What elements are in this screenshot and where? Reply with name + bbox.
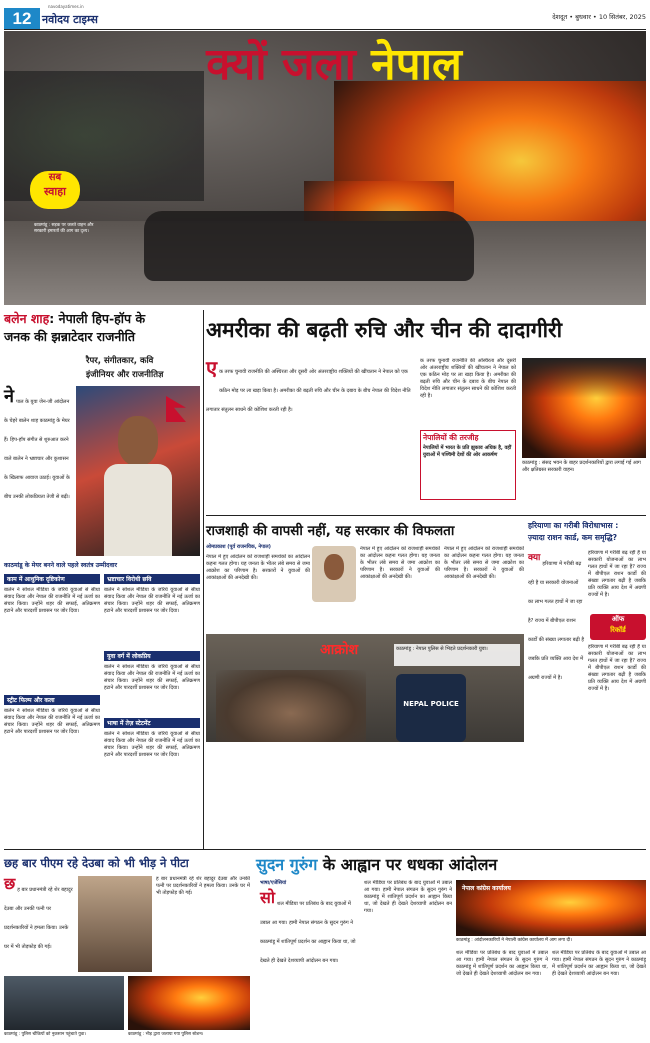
- deuba-drop-cap: छ: [4, 874, 16, 893]
- author-face: [324, 554, 344, 580]
- balen-title: [4, 310, 200, 350]
- sudan-body-col4: शल मीडिया पर प्रतिबंध के बाद युवाओं में उबाल आ गया। हामी नेपाल संगठन के सुदन गुरुंग ने काठमांडू में शांतिपूर्ण प्रदर्शन का आह्वान किया था, जो देखते ही देखते देशव्यापी आंदोलन बन गया।: [552, 950, 646, 977]
- balen-drop-cap: ने: [4, 386, 14, 407]
- site-small: navodayatimes.in: [48, 4, 84, 9]
- balen-subhead1: काम में आधुनिक दृष्टिकोण: [4, 574, 100, 584]
- balen-name: बलेन शाह: [4, 311, 50, 326]
- china-drop-cap: ए: [206, 356, 218, 380]
- page-header: [0, 0, 650, 30]
- deuba-section: [4, 852, 250, 1040]
- monarchy-body1: नेपाल में हुए आंदोलन को राजशाही समर्थकों का आंदोलन कहना गलत होगा। यह जनता के भीतर लंबे समय से जमा आक्रोश का परिणाम है। सरकारों ने युवाओं की आकांक्षाओं की अनदेखी की।: [206, 554, 310, 581]
- sudan-drop-cap: सो: [260, 888, 275, 907]
- china-photo: [522, 358, 646, 458]
- deuba-text: [4, 876, 74, 972]
- badge-line2: स्वाहा: [44, 185, 66, 198]
- haryana-drop-cap: क्या: [528, 553, 541, 563]
- protest-caption-box: [394, 644, 520, 666]
- haryana-body-col2: हरियाणा में गरीबी बढ़ रही है या सरकारी योजनाओं का लाभ गलत हाथों में जा रहा है? राज्य में बीपीएल राशन कार्डों की संख्या लगातार बढ़ी है जबकि प्रति व्यक्ति आय देश में अग्रणी राज्यों में है।: [588, 550, 646, 598]
- balen-tagline1: रैपर, संगीतकार, कवि: [86, 356, 154, 366]
- china-headline: अमरीका की बढ़ती रुचि और चीन की दादागीरी: [206, 318, 563, 342]
- divider-h1: [206, 515, 646, 516]
- china-photo-caption: काठमांडू : संसद भवन के बाहर प्रदर्शनकारियों द्वारा लगाई गई आग और क्षतिग्रस्त सरकारी वाहन।: [522, 460, 641, 473]
- china-box: [420, 430, 516, 500]
- sudan-byline: भाषा/एजेंसियां: [260, 880, 287, 886]
- haryana-headline: [528, 520, 646, 548]
- haryana-body-col3: हरियाणा में गरीबी बढ़ रही है या सरकारी योजनाओं का लाभ गलत हाथों में जा रहा है? राज्य में बीपीएल राशन कार्डों की संख्या लगातार बढ़ी है जबकि प्रति व्यक्ति आय देश में अग्रणी राज्यों में है।: [588, 644, 646, 692]
- china-body-col2: क तरफ चुनावी राजनीति की अस्थिरता और दूसरी ओर अंतरराष्ट्रीय शक्तियों की खींचतान ने नेपाल को एक कठिन मोड़ पर ला खड़ा किया है। अमरीका की बढ़ती रुचि और चीन के दबाव के बीच नेपाल की विदेश नीति लगातार संतुलन साधने की कोशिश करती रही है।: [420, 358, 516, 399]
- deuba-bottom-photo-right: [128, 976, 250, 1030]
- haryana-section: [528, 520, 646, 742]
- balen-tagline: [86, 354, 200, 384]
- headline-part1: क्यों जला: [206, 39, 372, 90]
- china-box-title: नेपालियों की तरजीह: [423, 433, 479, 442]
- deuba-caption-right: काठमांडू : भीड़ द्वारा जलाया गया पुलिस स्टेशन।: [128, 1032, 204, 1037]
- police-text: NEPAL POLICE: [403, 700, 459, 708]
- sudan-photo: [456, 880, 646, 936]
- lead-badge: [30, 171, 80, 209]
- header-rule: [4, 29, 646, 30]
- china-text: [206, 358, 416, 508]
- protesters: [216, 670, 366, 742]
- balen-title-line2: जनक की झन्नाटेदार राजनीति: [4, 329, 135, 344]
- lead-photo: [4, 31, 646, 305]
- balen-subhead5: भाषा में तेज़ स्टेटमेंट: [104, 718, 200, 728]
- balen-col1: [4, 574, 100, 850]
- deuba-headline: छह बार पीएम रहे देउबा को भी भीड़ ने पीटा: [4, 856, 189, 870]
- divider-h2: [4, 849, 646, 850]
- balen-body2: बालेन ने सोशल मीडिया के जरिये युवाओं से सीधा संवाद किया और नेपाल की राजनीति में नई ऊर्जा का संचार किया। उन्होंने शहर की सफाई, अतिक्रमण हटाने और पारदर्शी प्रशासन पर जोर दिया।: [104, 587, 200, 614]
- balen-subhead3: स्ट्रीट फिल्म और कला: [4, 695, 100, 705]
- deuba-photo: [78, 876, 152, 972]
- page-number: [4, 8, 40, 30]
- balen-face: [118, 416, 158, 466]
- haryana-text: [528, 550, 584, 742]
- off-record-line1: ऑफ: [611, 615, 625, 623]
- balen-body4: बालेन ने सोशल मीडिया के जरिये युवाओं से सीधा संवाद किया और नेपाल की राजनीति में नई ऊर्जा का संचार किया। उन्होंने शहर की सफाई, अतिक्रमण हटाने और पारदर्शी प्रशासन पर जोर दिया।: [104, 664, 200, 691]
- police-shield: [396, 674, 466, 742]
- balen-photo-caption: काठमांडू के मेयर बनने वाले पहले स्वतंत्र उम्मीदवार: [4, 562, 118, 569]
- monarchy-section: [206, 520, 524, 742]
- off-record-badge: [590, 614, 646, 640]
- balen-tagline2: इंजीनियर और राजनीतिज्ञ: [86, 370, 164, 380]
- balen-intro: [4, 388, 74, 528]
- sudan-headline-rest: के आह्वान पर धधका आंदोलन: [317, 855, 498, 874]
- balen-section: [4, 310, 200, 850]
- divider-vertical: [203, 310, 204, 850]
- balen-title-rest: : नेपाली हिप-हॉप के: [49, 311, 146, 326]
- deuba-body: ह बार प्रधानमंत्री रहे शेर बहादुर देउबा और उनकी पत्नी पर प्रदर्शनकारियों ने हमला किया। उनके घर में भी तोड़फोड़ की गई।: [4, 887, 73, 950]
- headline-part2: नेपाल: [371, 39, 462, 90]
- china-box-sub: नेपालियों में भारत के प्रति झुकाव अधिक है, वहीं युवाओं में पश्चिमी देशों की ओर आकर्षण: [423, 445, 512, 458]
- balen-subhead2: भ्रष्टाचार विरोधी छवि: [104, 574, 200, 584]
- balen-body: [104, 464, 172, 556]
- balen-intro-text: पाल के युवा जेन-जी आंदोलन के चेहरे बालेन शाह काठमांडू के मेयर हैं। हिप-हॉप संगीत से शुरुआत करने वाले बालेन ने भ्रष्टाचार और कुशासन के खिलाफ आवाज उठाई। युवाओं के बीच उनकी लोकप्रियता तेजी से बढ़ी।: [4, 399, 70, 500]
- haryana-body: हरियाणा में गरीबी बढ़ रही है या सरकारी योजनाओं का लाभ गलत हाथों में जा रहा है? राज्य में बीपीएल राशन कार्डों की संख्या लगातार बढ़ी है जबकि प्रति व्यक्ति आय देश में अग्रणी राज्यों में है।: [528, 561, 584, 681]
- sudan-photo-label: नेपाल कांग्रेस कार्यालय: [462, 885, 511, 892]
- monarchy-byline: ओमप्रकाश (पूर्व राजनयिक, नेपाल): [206, 544, 271, 550]
- sudan-text: [260, 890, 360, 1040]
- china-body: क तरफ चुनावी राजनीति की अस्थिरता और दूसरी ओर अंतरराष्ट्रीय शक्तियों की खींचतान ने नेपाल को एक कठिन मोड़ पर ला खड़ा किया है। अमरीका की बढ़ती रुचि और चीन के दबाव के बीच नेपाल की विदेश नीति लगातार संतुलन साधने की कोशिश करती रही है।: [206, 369, 411, 413]
- sudan-section: [256, 852, 646, 1040]
- china-section: [206, 310, 646, 510]
- sudan-body-col2: शल मीडिया पर प्रतिबंध के बाद युवाओं में उबाल आ गया। हामी नेपाल संगठन के सुदन गुरुंग ने काठमांडू में शांतिपूर्ण प्रदर्शन का आह्वान किया था, जो देखते ही देखते देशव्यापी आंदोलन बन गया।: [364, 880, 452, 914]
- nepal-flag: [166, 396, 186, 422]
- china-photo-smoke: [522, 358, 646, 398]
- protest-photo: [206, 634, 524, 742]
- deuba-caption-left: काठमांडू : पुलिस चौकियों को नुकसान पहुंचाते युवा।: [4, 1032, 87, 1037]
- burnt-vehicles: [144, 211, 474, 281]
- haryana-line2: ज़्यादा राशन कार्ड, कम समृद्धि?: [528, 533, 617, 542]
- paper-name: नवोदय टाइम्स: [42, 13, 98, 26]
- sudan-body-col3: शल मीडिया पर प्रतिबंध के बाद युवाओं में उबाल आ गया। हामी नेपाल संगठन के सुदन गुरुंग ने काठमांडू में शांतिपूर्ण प्रदर्शन का आह्वान किया था, जो देखते ही देखते देशव्यापी आंदोलन बन गया।: [456, 950, 548, 977]
- balen-subhead4: युवा वर्ग में लोकप्रिय: [104, 651, 200, 661]
- sudan-body: शल मीडिया पर प्रतिबंध के बाद युवाओं में उबाल आ गया। हामी नेपाल संगठन के सुदन गुरुंग ने काठमांडू में शांतिपूर्ण प्रदर्शन का आह्वान किया था, जो देखते ही देखते देशव्यापी आंदोलन बन गया।: [260, 901, 356, 964]
- badge-line1: सब: [48, 172, 62, 183]
- protest-caption: काठमांडू : नेपाल पुलिस से भिड़ते प्रदर्शनकारी युवा।: [396, 646, 488, 652]
- balen-col2: [104, 574, 200, 850]
- lead-headline: [184, 35, 484, 99]
- balen-photo: [76, 386, 200, 556]
- monarchy-body3: नेपाल में हुए आंदोलन को राजशाही समर्थकों का आंदोलन कहना गलत होगा। यह जनता के भीतर लंबे समय से जमा आक्रोश का परिणाम है। सरकारों ने युवाओं की आकांक्षाओं की अनदेखी की।: [444, 546, 524, 580]
- monarchy-body2: नेपाल में हुए आंदोलन को राजशाही समर्थकों का आंदोलन कहना गलत होगा। यह जनता के भीतर लंबे समय से जमा आक्रोश का परिणाम है। सरकारों ने युवाओं की आकांक्षाओं की अनदेखी की।: [360, 546, 440, 580]
- haryana-line1: हरियाणा का गरीबी विरोधाभास :: [528, 521, 619, 530]
- page-number-text: 12: [12, 9, 32, 28]
- protest-label: आक्रोश: [320, 642, 359, 658]
- sudan-photo-caption: काठमांडू : आंदोलनकारियों ने नेपाली कांग्रेस कार्यालय में आग लगा दी।: [456, 938, 572, 943]
- balen-body3: बालेन ने सोशल मीडिया के जरिये युवाओं से सीधा संवाद किया और नेपाल की राजनीति में नई ऊर्जा का संचार किया। उन्होंने शहर की सफाई, अतिक्रमण हटाने और पारदर्शी प्रशासन पर जोर दिया।: [4, 708, 100, 735]
- date-line: देशदूत • बुधवार • 10 सितंबर, 2025: [552, 13, 646, 21]
- deuba-body-col2: ह बार प्रधानमंत्री रहे शेर बहादुर देउबा और उनकी पत्नी पर प्रदर्शनकारियों ने हमला किया। उनके घर में भी तोड़फोड़ की गई।: [156, 876, 250, 896]
- monarchy-author-photo: [312, 546, 356, 602]
- monarchy-headline: राजशाही की वापसी नहीं, यह सरकार की विफलता: [206, 523, 455, 539]
- balen-body1: बालेन ने सोशल मीडिया के जरिये युवाओं से सीधा संवाद किया और नेपाल की राजनीति में नई ऊर्जा का संचार किया। उन्होंने शहर की सफाई, अतिक्रमण हटाने और पारदर्शी प्रशासन पर जोर दिया।: [4, 587, 100, 614]
- off-record-line2: रिकॉर्ड: [610, 626, 626, 634]
- sudan-name: सुदन गुरुंग: [256, 855, 318, 874]
- balen-body5: बालेन ने सोशल मीडिया के जरिये युवाओं से सीधा संवाद किया और नेपाल की राजनीति में नई ऊर्जा का संचार किया। उन्होंने शहर की सफाई, अतिक्रमण हटाने और पारदर्शी प्रशासन पर जोर दिया।: [104, 731, 200, 758]
- deuba-bottom-photo-left: [4, 976, 124, 1030]
- sudan-headline: [256, 852, 646, 878]
- lead-caption: काठमांडू : सड़क पर जलते वाहन और सरकारी इमारतों की आग का दृश्य।: [34, 223, 94, 235]
